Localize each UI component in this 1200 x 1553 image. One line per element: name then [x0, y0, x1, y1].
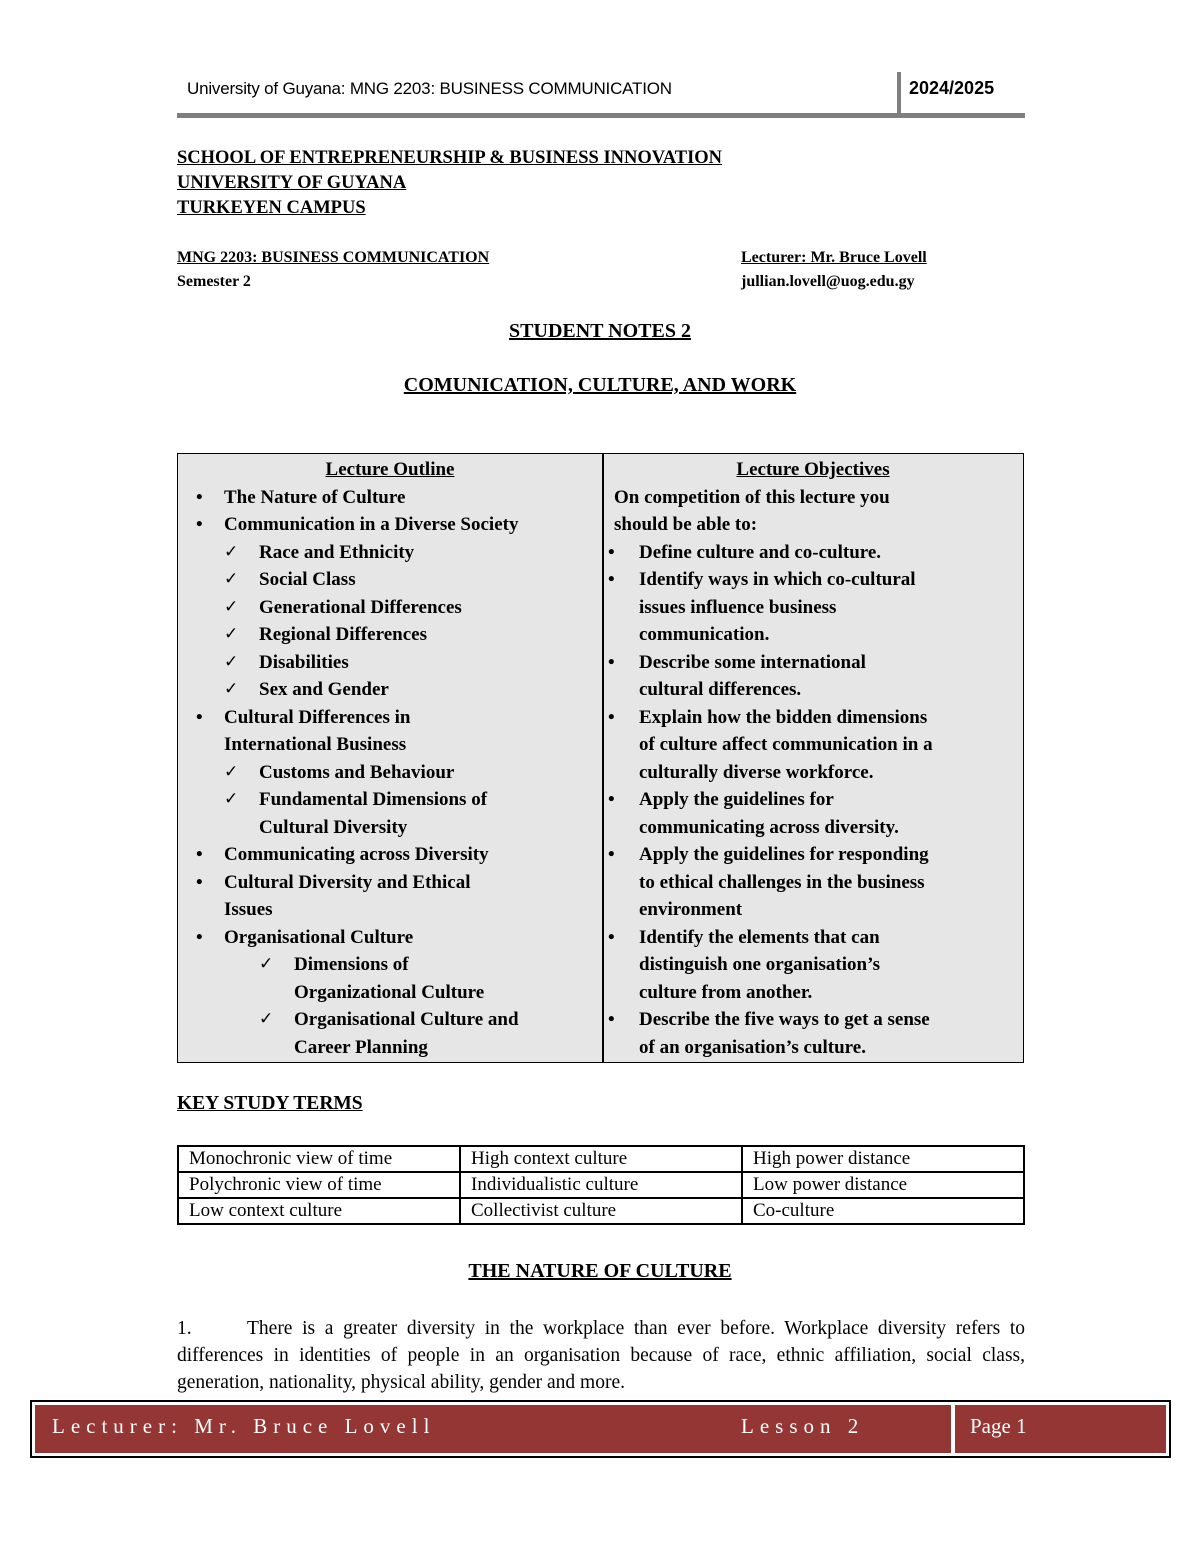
objectives-intro-line: On competition of this lecture you — [614, 486, 890, 508]
outline-subitem-line: ✓ Dimensions of — [294, 954, 409, 975]
objective-line: communication. — [639, 624, 770, 645]
objective-line: • Identify ways in which co-cultural — [639, 569, 916, 590]
objective-line: of an organisation’s culture. — [639, 1036, 866, 1058]
paragraph-number: 1. — [177, 1318, 192, 1339]
objective-line: culturally diverse workforce. — [639, 761, 874, 783]
term-cell: High power distance — [742, 1146, 1024, 1172]
campus-name: TURKEYEN CAMPUS — [177, 198, 366, 218]
lecturer-email[interactable]: jullian.lovell@uog.edu.gy — [741, 273, 915, 290]
outline-subitem-line: ✓ Fundamental Dimensions of — [259, 789, 488, 810]
outline-item-line: • Cultural Differences in — [224, 706, 411, 728]
header-title: University of Guyana: MNG 2203: BUSINESS COMMUNICATION — [187, 79, 672, 98]
outline-item — [178, 869, 602, 924]
objectives-intro — [604, 484, 1022, 539]
outline-objectives-table — [177, 453, 1024, 1063]
objective-item — [604, 786, 1022, 841]
footer-page-number: Page 1 — [970, 1414, 1027, 1438]
lecture-outline-column — [178, 456, 602, 1061]
header-divider — [897, 72, 901, 116]
objective-line: distinguish one organisation’s — [639, 954, 881, 975]
objectives-intro-line: should be able to: — [614, 514, 758, 535]
outline-item: • Communication in a Diverse Society — [178, 511, 602, 539]
outline-subitem: ✓ Sex and Gender — [178, 676, 602, 704]
term-cell: Co-culture — [742, 1198, 1024, 1224]
footer-lecturer: Lecturer: Mr. Bruce Lovell — [52, 1414, 436, 1438]
outline-item: • Communicating across Diversity — [178, 841, 602, 869]
university-name: UNIVERSITY OF GUYANA — [177, 173, 407, 193]
term-cell: Low power distance — [742, 1172, 1024, 1198]
outline-subitem-line: Organizational Culture — [294, 981, 485, 1003]
outline-subitem — [178, 786, 602, 841]
notes-title: STUDENT NOTES 2 — [509, 320, 691, 342]
header-year: 2024/2025 — [909, 78, 995, 98]
outline-subitem: ✓ Race and Ethnicity — [178, 539, 602, 567]
outline-item: • Organisational Culture — [178, 924, 602, 952]
objective-item — [604, 649, 1022, 704]
outline-item-line: Issues — [224, 899, 273, 920]
term-cell: Collectivist culture — [460, 1198, 742, 1224]
objective-line: communicating across diversity. — [639, 816, 899, 838]
outline-subitem: ✓ Customs and Behaviour — [178, 759, 602, 787]
footer-separator — [951, 1405, 955, 1453]
outline-item: • The Nature of Culture — [178, 484, 602, 512]
term-cell: High context culture — [460, 1146, 742, 1172]
objective-item — [604, 841, 1022, 924]
objective-line: • Apply the guidelines for responding — [639, 844, 929, 865]
objective-line: of culture affect communication in a — [639, 734, 933, 755]
outline-heading: Lecture Outline — [325, 459, 455, 480]
outline-subitem: ✓ Social Class — [178, 566, 602, 594]
outline-subitem — [178, 1006, 602, 1061]
objective-item — [604, 566, 1022, 649]
outline-subitem: ✓ Regional Differences — [178, 621, 602, 649]
objective-line: • Explain how the bidden dimensions — [639, 706, 928, 728]
term-cell: Monochronic view of time — [178, 1146, 460, 1172]
course-code: MNG 2203: BUSINESS COMMUNICATION — [177, 249, 490, 266]
objective-item — [604, 1006, 1022, 1061]
outline-subitem-line: ✓ Organisational Culture and — [294, 1009, 519, 1030]
lesson-title: COMUNICATION, CULTURE, AND WORK — [403, 374, 797, 396]
term-cell: Individualistic culture — [460, 1172, 742, 1198]
objective-line: cultural differences. — [639, 679, 802, 700]
footer-lesson: Lesson 2 — [741, 1414, 865, 1438]
course-info — [177, 246, 489, 294]
section-title: THE NATURE OF CULTURE — [468, 1260, 732, 1282]
outline-item-line: • Cultural Diversity and Ethical — [224, 871, 471, 893]
outline-subitem-line: Cultural Diversity — [259, 816, 408, 838]
table-row — [178, 1198, 1024, 1224]
objective-line: issues influence business — [639, 596, 837, 618]
paragraph-text: There is a greater diversity in the workplace than ever before. Workplace diversity refers to differences in identities of people in an organisation because of race, ethnic affiliation, social class, generation, nationality, physical ability, gender and more. — [177, 1318, 1025, 1393]
table-row — [178, 1146, 1024, 1172]
outline-subitem — [178, 951, 602, 1006]
semester: Semester 2 — [177, 273, 251, 290]
term-cell: Low context culture — [178, 1198, 460, 1224]
outline-item — [178, 704, 602, 759]
lecturer-name: Lecturer: Mr. Bruce Lovell — [741, 249, 927, 266]
outline-subitem: ✓ Generational Differences — [178, 594, 602, 622]
objective-line: • Identify the elements that can — [639, 926, 880, 948]
outline-item-line: International Business — [224, 734, 407, 755]
objective-item: • Define culture and co-culture. — [604, 539, 1022, 567]
objective-line: to ethical challenges in the business — [639, 871, 925, 893]
objective-line: • Apply the guidelines for — [639, 789, 834, 810]
table-row — [178, 1172, 1024, 1198]
objectives-heading: Lecture Objectives — [736, 459, 890, 480]
page-header — [177, 72, 1025, 116]
objective-line: • Describe the five ways to get a sense — [639, 1009, 930, 1030]
header-rule — [177, 113, 1025, 118]
outline-subitem: ✓ Disabilities — [178, 649, 602, 677]
outline-subitem-line: Career Planning — [294, 1036, 428, 1058]
school-name: SCHOOL OF ENTREPRENEURSHIP & BUSINESS INNOVATION — [177, 148, 723, 168]
lecture-objectives-column — [604, 456, 1022, 1061]
key-terms-table — [177, 1145, 1025, 1225]
school-block — [177, 146, 722, 221]
term-cell: Polychronic view of time — [178, 1172, 460, 1198]
key-terms-heading: KEY STUDY TERMS — [177, 1093, 363, 1114]
objective-item — [604, 704, 1022, 787]
objective-line: • Describe some international — [639, 651, 866, 673]
objective-item — [604, 924, 1022, 1007]
objective-line: environment — [639, 899, 743, 920]
body-paragraph — [177, 1315, 1025, 1396]
objective-line: culture from another. — [639, 981, 813, 1003]
lecturer-info — [741, 246, 927, 294]
